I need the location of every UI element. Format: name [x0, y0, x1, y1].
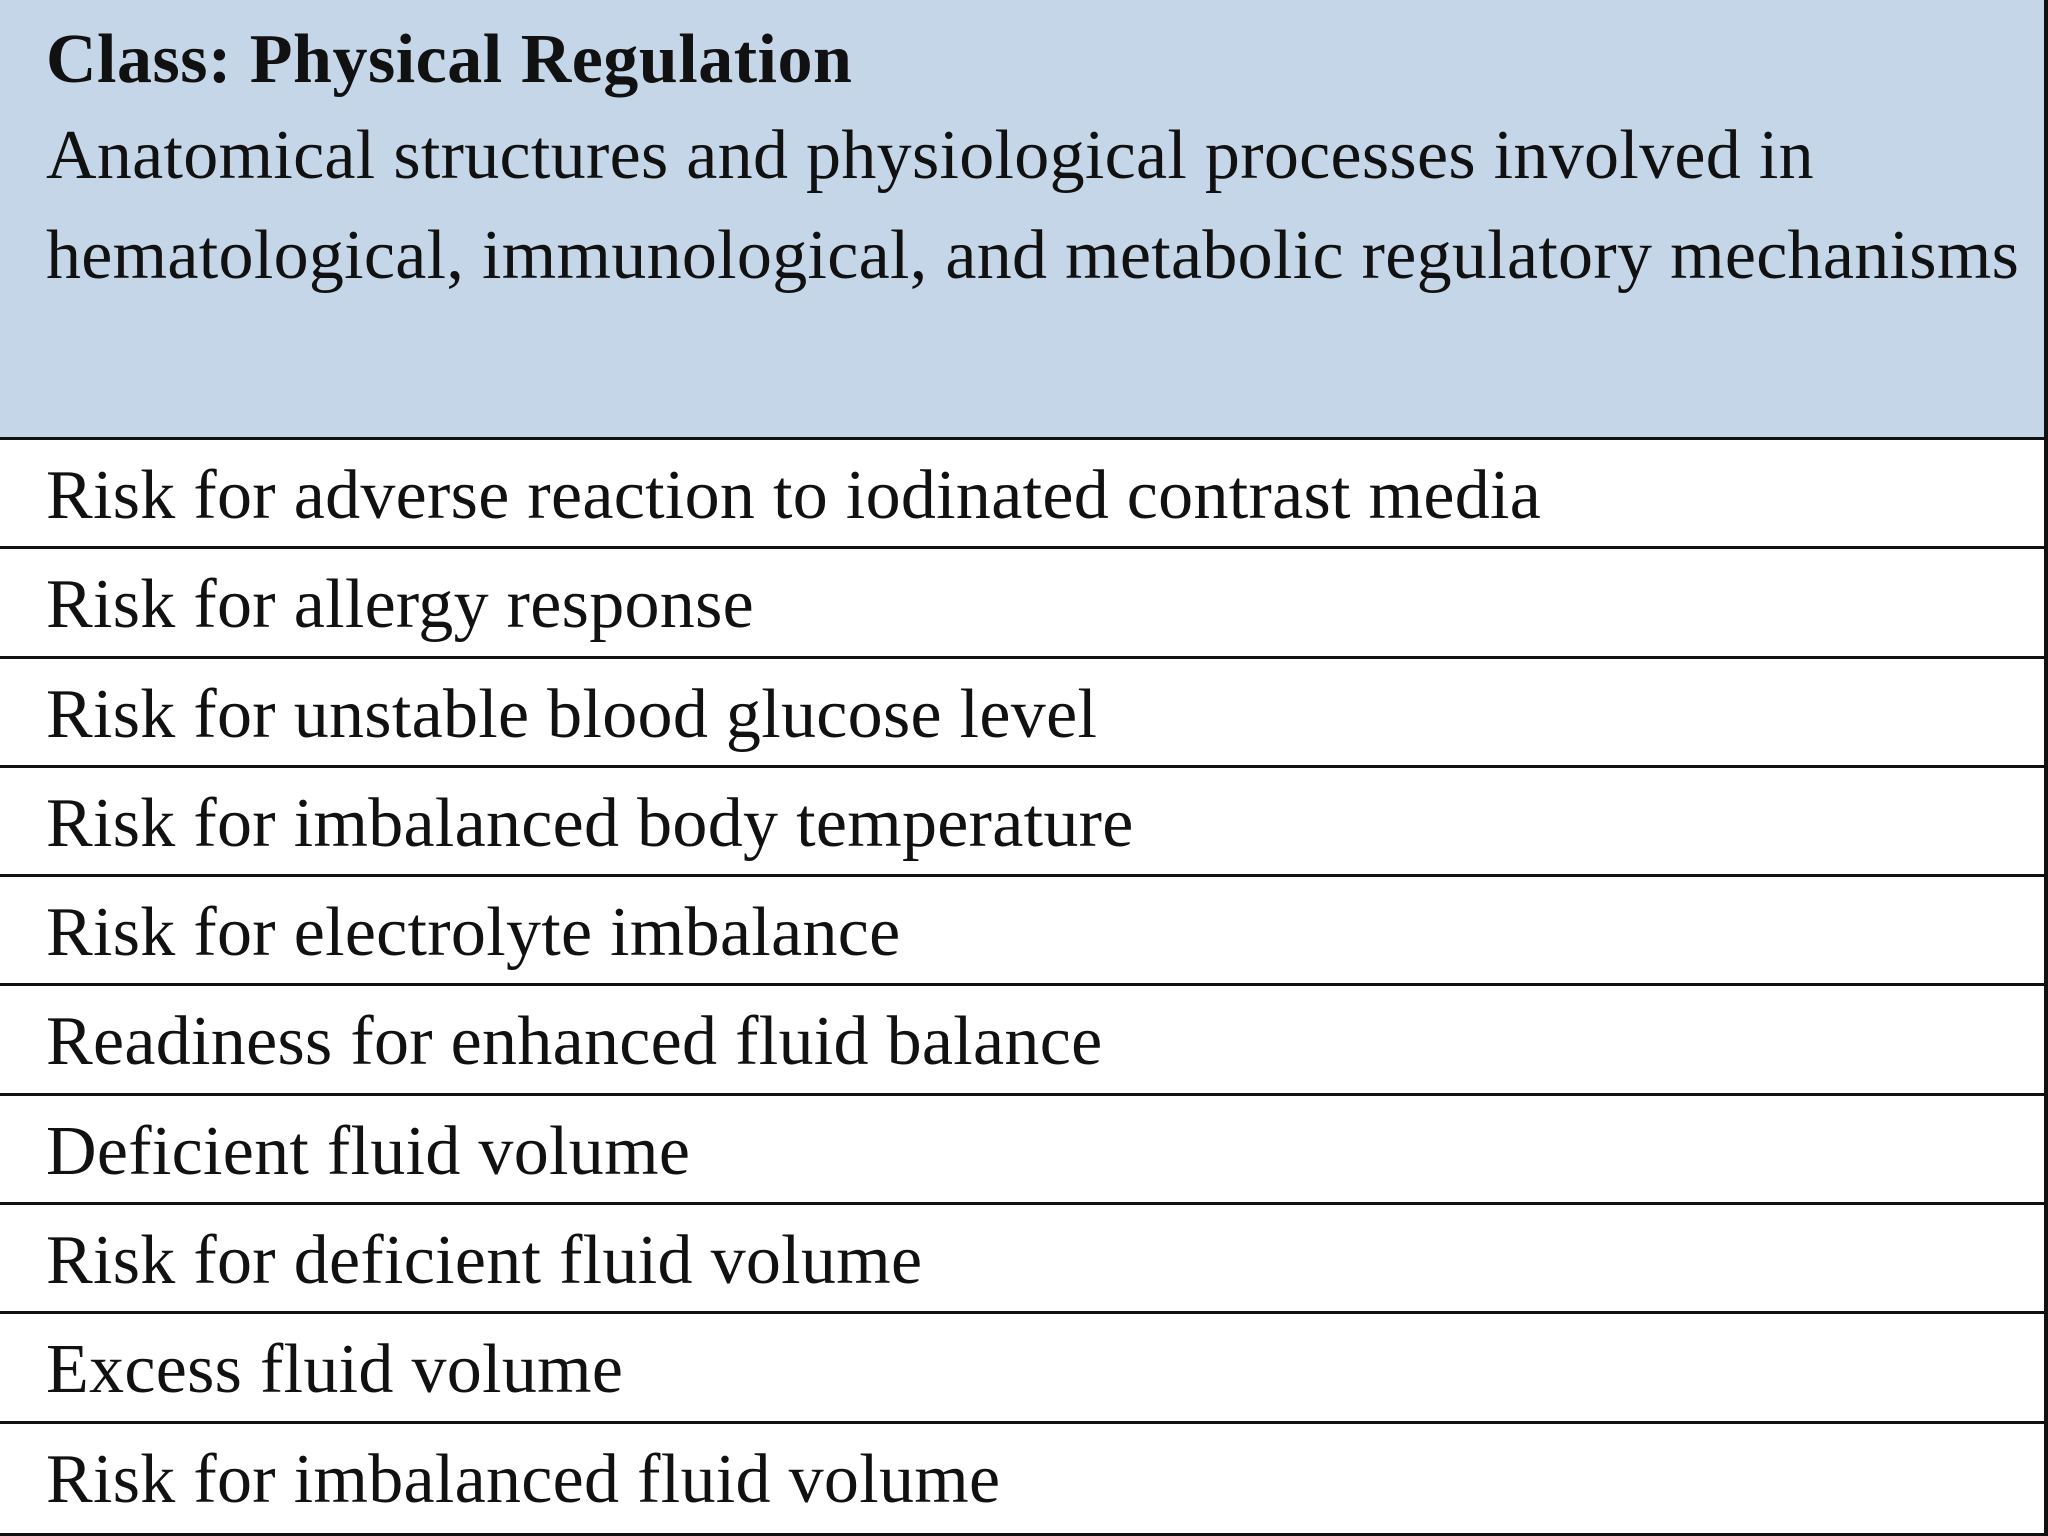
table-header: [0, 0, 2044, 440]
table-row: Excess fluid volume: [0, 1314, 2044, 1423]
table-row: Risk for allergy response: [0, 549, 2044, 658]
table-row: Risk for electrolyte imbalance: [0, 877, 2044, 986]
table-row: Risk for imbalanced fluid volume: [46, 1440, 1001, 1518]
table-row: Risk for deficient fluid volume: [0, 1205, 2044, 1314]
class-title: Class: Physical Regulation: [46, 21, 853, 98]
table-row: Risk for adverse reaction to iodinated contrast media: [0, 440, 2044, 549]
table-row: Risk for imbalanced body temperature: [0, 768, 2044, 877]
table-row: Readiness for enhanced fluid balance: [0, 986, 2044, 1095]
diagnosis-list: [0, 440, 2044, 1533]
table-row: Risk for unstable blood glucose level: [0, 659, 2044, 768]
table-row: Deficient fluid volume: [0, 1096, 2044, 1205]
class-description: Anatomical structures and physiological processes involved in hematological, immunological, and metabolic regulatory mechanisms: [46, 117, 2020, 294]
